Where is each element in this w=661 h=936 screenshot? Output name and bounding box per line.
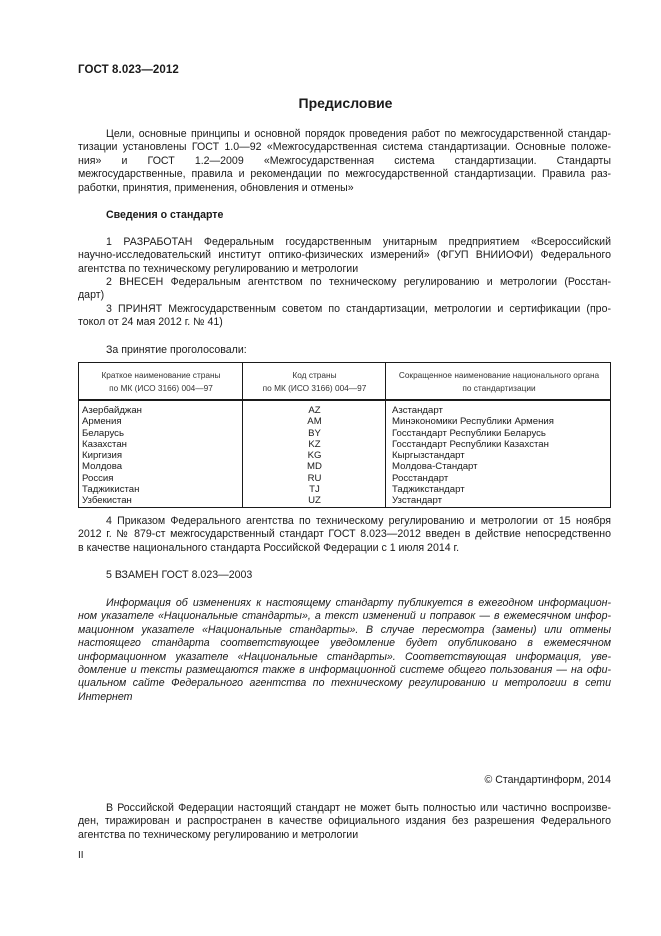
table-cell: Казахстан (82, 438, 127, 450)
table-cell: Армения (82, 416, 122, 428)
table-cell: Беларусь (82, 427, 124, 439)
table-cell: Таджикстандарт (392, 484, 465, 496)
rights-paragraph (78, 802, 611, 842)
text-line: 2012 г. № 879-ст межгосударственный стандарт ГОСТ 8.023—2012 введен в действие непосредственно (78, 528, 611, 541)
table-cell: Россия (82, 472, 114, 484)
item-1 (78, 236, 611, 276)
info-paragraph (78, 597, 611, 704)
code-column (243, 405, 386, 507)
text-line: Цели, основные принципы и основной порядок проведения работ по межгосударственной стандар- (106, 128, 611, 140)
text-line: агентства по техническому регулированию и метрологии (78, 828, 359, 841)
table-cell: Кыргызстандарт (392, 450, 465, 462)
vote-table (78, 362, 611, 508)
text-line: агентства по техническому регулированию и метрологии (78, 262, 359, 275)
table-cell: Росстандарт (392, 472, 449, 484)
header-divider (79, 399, 610, 401)
table-cell: Таджикистан (82, 484, 140, 496)
table-cell: Молдова-Стандарт (392, 461, 478, 473)
text-line: 3 ПРИНЯТ Межгосударственным советом по стандартизации, метрологии и сертификации (про- (106, 303, 611, 315)
text-line: циальном сайте Федерального агентства по техническому регулированию и метрологии в сети (78, 677, 611, 690)
table-cell: Узбекистан (82, 495, 132, 507)
text-line: В Российской Федерации настоящий стандарт не может быть полностью или частично воспроизве- (106, 802, 611, 814)
text-line: дарт) (78, 289, 105, 302)
text-line: настоящего стандарта соответствующее уведомление будет опубликовано в ежемесячном (78, 637, 611, 650)
text-line: 2 ВНЕСЕН Федеральным агентством по техническому регулированию и метрологии (Росстан- (106, 276, 611, 288)
item-2 (78, 276, 611, 303)
text-line: домление и тексты размещаются также в информационной системе общего пользования — на офи- (78, 664, 611, 677)
text-line: 1 РАЗРАБОТАН Федеральным государственным унитарным предприятием «Всероссийский (106, 236, 611, 248)
table-cell: KZ (308, 438, 321, 450)
text-line: 4 Приказом Федерального агентства по техническому регулированию и метрологии от 15 ноября (106, 515, 611, 527)
column-header-code: Код страны по МК (ИСО 3166) 004—97 (262, 370, 367, 393)
text-line: тизации установлены ГОСТ 1.0—92 «Межгосударственная система стандартизации. Основные положе- (78, 141, 611, 154)
table-cell: MD (307, 461, 322, 473)
table-cell: AM (307, 416, 322, 428)
text-line: ден, тиражирован и распространен в качестве официального издания без разрешения Федерального (78, 815, 611, 828)
copyright: © Стандартинформ, 2014 (484, 774, 611, 786)
column-header-body: Сокращенное наименование национального органа по стандартизации (398, 370, 600, 393)
table-cell: UZ (308, 495, 321, 507)
intro-paragraph (78, 128, 611, 195)
item-3 (78, 303, 611, 330)
body-column (386, 405, 618, 507)
table-cell: Киргизия (82, 450, 123, 462)
page-number: II (78, 850, 84, 861)
country-column (79, 405, 246, 507)
vote-label: За принятие проголосовали: (106, 344, 247, 356)
item-4 (78, 515, 611, 555)
text-line: межгосударственные, правила и рекомендации по межгосударственной стандартизации. Правила раз- (78, 168, 611, 181)
table-cell: Молдова (82, 461, 123, 473)
table-cell: Азербайджан (82, 405, 142, 416)
table-cell: AZ (308, 405, 321, 416)
table-cell: Госстандарт Республики Казахстан (392, 438, 549, 450)
text-line: в качестве национального стандарта Российской Федерации с 1 июля 2014 г. (78, 541, 460, 554)
table-cell: Минэкономики Республики Армения (392, 416, 554, 428)
text-line: Информация об изменениях к настоящему стандарту публикуется в ежегодном информацион- (106, 597, 611, 609)
column-header-country: Краткое наименование страны по МК (ИСО 3166) 004—97 (101, 370, 221, 393)
text-line: научно-исследовательский институт оптико-физических измерений» (ФГУП ВНИИОФИ) Федерального (78, 249, 611, 262)
text-line: токол от 24 мая 2012 г. № 41) (78, 316, 223, 329)
page-title: Предисловие (298, 95, 393, 111)
text-line: мационном указателе «Национальные стандарты». В случае пересмотра (замены) или отмены (78, 623, 611, 636)
table-cell: BY (308, 427, 321, 439)
table-cell: Госстандарт Республики Беларусь (392, 427, 546, 439)
text-line: Интернет (78, 690, 133, 703)
section-heading: Сведения о стандарте (106, 209, 224, 221)
text-line: ния» и ГОСТ 1.2—2009 «Межгосударственная система стандартизации. Стандарты (78, 154, 611, 167)
table-cell: KG (307, 450, 322, 462)
table-cell: RU (307, 472, 322, 484)
text-line: информационном указателе «Национальные стандарты». Соответствующая информация, уве- (78, 650, 611, 663)
table-cell: Узстандарт (392, 495, 443, 507)
text-line: ном указателе «Национальные стандарты», а текст изменений и поправок — в ежемесячном инфор- (78, 610, 611, 623)
item-5: 5 ВЗАМЕН ГОСТ 8.023—2003 (106, 569, 253, 581)
table-cell: Азстандарт (392, 405, 443, 416)
text-line: работки, принятия, применения, обновления и отмены» (78, 181, 354, 194)
table-cell: TJ (309, 484, 320, 496)
document-code: ГОСТ 8.023—2012 (78, 64, 179, 76)
